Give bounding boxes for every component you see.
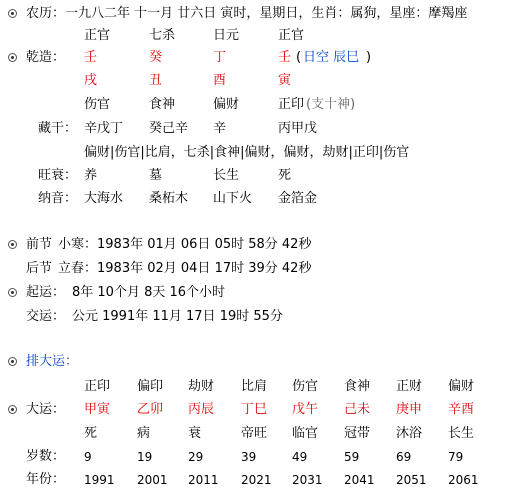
qianjie-text: 小寒：1983年 01月 06日 05时 58分 42秒 bbox=[58, 237, 312, 252]
age-label: 岁数： bbox=[26, 449, 66, 464]
kong-close: ) bbox=[366, 50, 372, 65]
branch-hour: 寅 bbox=[278, 73, 292, 88]
shishen-note: (支十神) bbox=[306, 97, 356, 112]
dayun-ganzhi: 甲寅 bbox=[84, 402, 111, 417]
dayun-age: 29 bbox=[188, 450, 204, 464]
branch-year: 戌 bbox=[84, 73, 98, 88]
stem-month: 癸 bbox=[149, 50, 163, 65]
bullet-icon bbox=[8, 405, 17, 414]
dayun-state: 死 bbox=[84, 426, 98, 441]
canggan-hour: 丙甲戊 bbox=[278, 121, 318, 136]
dayun-shishen: 劫财 bbox=[188, 379, 215, 394]
dayun-state: 帝旺 bbox=[241, 426, 268, 441]
lunar-label: 农历： bbox=[26, 6, 66, 21]
dayun-ganzhi: 乙卯 bbox=[137, 402, 164, 417]
shishen-bottom-hour: 正印 bbox=[278, 97, 305, 112]
dayun-age: 59 bbox=[344, 450, 360, 464]
dayun-shishen: 食神 bbox=[344, 379, 371, 394]
dayun-state: 临官 bbox=[292, 426, 319, 441]
canggan-month: 癸己辛 bbox=[149, 121, 189, 136]
dayun-shishen: 正财 bbox=[396, 379, 423, 394]
stem-year: 壬 bbox=[84, 50, 98, 65]
dayun-ganzhi: 辛酉 bbox=[448, 402, 475, 417]
dayun-year: 2021 bbox=[241, 473, 272, 487]
qianjie-label: 前节 bbox=[26, 237, 53, 252]
qiyun-text: 8年 10个月 8天 16个小时 bbox=[72, 285, 226, 300]
wangshuai-hour: 死 bbox=[278, 168, 292, 183]
dayun-age: 49 bbox=[292, 450, 308, 464]
stem-day: 丁 bbox=[213, 50, 227, 65]
dayun-shishen: 比肩 bbox=[241, 379, 268, 394]
bullet-icon bbox=[8, 288, 17, 297]
dayun-year: 2031 bbox=[292, 473, 323, 487]
nayin-day: 山下火 bbox=[213, 191, 253, 206]
dayun-ganzhi: 丙辰 bbox=[188, 402, 215, 417]
dayun-ganzhi: 丁巳 bbox=[241, 402, 268, 417]
bullet-icon bbox=[8, 357, 17, 366]
shishen-bottom-month: 食神 bbox=[149, 97, 176, 112]
shishen-top-hour: 正官 bbox=[278, 28, 305, 43]
bullet-icon bbox=[8, 9, 17, 18]
dayun-age: 19 bbox=[137, 450, 153, 464]
nayin-month: 桑柘木 bbox=[149, 191, 189, 206]
lunar-text: 一九八二年 十一月 廿六日 寅时，星期日，生肖：属狗，星座：摩羯座 bbox=[65, 6, 468, 21]
shishen-top-year: 正官 bbox=[84, 28, 111, 43]
branch-month: 丑 bbox=[149, 73, 163, 88]
bullet-icon bbox=[8, 53, 17, 62]
dayun-year: 2061 bbox=[448, 473, 479, 487]
dayun-state: 衰 bbox=[188, 426, 202, 441]
stem-hour: 壬 bbox=[278, 50, 292, 65]
dayun-age: 9 bbox=[84, 450, 92, 464]
dayun-year: 1991 bbox=[84, 473, 115, 487]
dayun-ganzhi: 己未 bbox=[344, 402, 371, 417]
dayun-year: 2011 bbox=[188, 473, 219, 487]
kong-text: 日空 辰巳 bbox=[303, 50, 360, 65]
canggan-year: 辛戊丁 bbox=[84, 121, 124, 136]
shishen-bottom-year: 伤官 bbox=[84, 97, 111, 112]
dayun-age: 69 bbox=[396, 450, 412, 464]
dayun-state: 冠带 bbox=[344, 426, 371, 441]
kong-open: ( bbox=[296, 50, 302, 65]
houjie-text: 立春：1983年 02月 04日 17时 39分 42秒 bbox=[58, 261, 312, 276]
wangshuai-label: 旺衰： bbox=[38, 168, 78, 183]
dayun-state: 长生 bbox=[448, 426, 475, 441]
nayin-hour: 金箔金 bbox=[278, 191, 318, 206]
jiaoyun-text: 公元 1991年 11月 17日 19时 55分 bbox=[72, 309, 283, 324]
canggan-label: 藏干： bbox=[38, 121, 78, 136]
paidayun-label: 排大运： bbox=[26, 354, 79, 369]
wangshuai-day: 长生 bbox=[213, 168, 240, 183]
dayun-age: 79 bbox=[448, 450, 464, 464]
wangshuai-year: 养 bbox=[84, 168, 98, 183]
jiaoyun-label: 交运： bbox=[26, 309, 66, 324]
dayun-state: 沐浴 bbox=[396, 426, 423, 441]
canggan-day: 辛 bbox=[213, 121, 227, 136]
bullet-icon bbox=[8, 240, 17, 249]
dayun-year: 2001 bbox=[137, 473, 168, 487]
dayun-shishen: 偏财 bbox=[448, 379, 475, 394]
shishen-top-day: 日元 bbox=[213, 28, 240, 43]
dayun-ganzhi: 戊午 bbox=[292, 402, 319, 417]
houjie-label: 后节 bbox=[26, 261, 53, 276]
dayun-year: 2051 bbox=[396, 473, 427, 487]
dayun-label: 大运： bbox=[26, 402, 66, 417]
dayun-year: 2041 bbox=[344, 473, 375, 487]
shishen-bottom-day: 偏财 bbox=[213, 97, 240, 112]
nayin-year: 大海水 bbox=[84, 191, 124, 206]
dayun-ganzhi: 庚申 bbox=[396, 402, 423, 417]
year-label: 年份： bbox=[26, 472, 66, 487]
canggan-detail: 偏财|伤官|比肩，七杀|食神|偏财，偏财，劫财|正印|伤官 bbox=[84, 145, 410, 160]
branch-day: 酉 bbox=[213, 73, 227, 88]
dayun-shishen: 偏印 bbox=[137, 379, 164, 394]
dayun-shishen: 正印 bbox=[84, 379, 111, 394]
qiyun-label: 起运： bbox=[26, 285, 66, 300]
dayun-shishen: 伤官 bbox=[292, 379, 319, 394]
dayun-age: 39 bbox=[241, 450, 257, 464]
dayun-state: 病 bbox=[137, 426, 151, 441]
nayin-label: 纳音： bbox=[38, 191, 78, 206]
qianzao-label: 乾造： bbox=[26, 50, 66, 65]
wangshuai-month: 墓 bbox=[149, 168, 163, 183]
shishen-top-month: 七杀 bbox=[149, 28, 176, 43]
